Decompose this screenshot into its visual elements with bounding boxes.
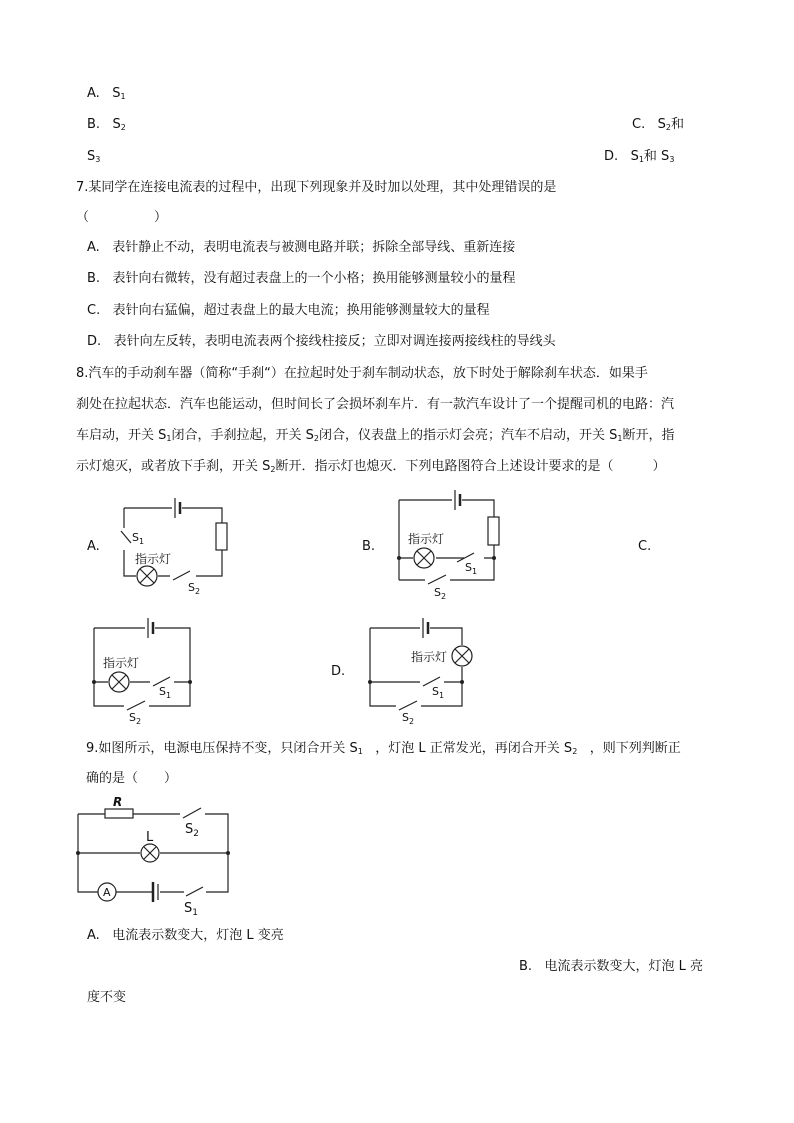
option-text: 表针向右猛偏，超过表盘上的最大电流；换用能够测量较大的量程 — [112, 303, 490, 318]
q7-stem: 7.某同学在连接电流表的过程中，出现下列现象并及时加以处理，其中处理错误的是 — [76, 180, 557, 195]
q8-option-c-label: C. — [638, 539, 652, 554]
stem-text: 闭合，手刹拉起，开关 S — [171, 428, 314, 443]
subscript: 1 — [638, 155, 644, 164]
stem-text: ，则下列判断正 — [589, 741, 681, 756]
switch-s1-label: $S_1$ — [159, 685, 172, 700]
q7-answer-paren: （ ） — [76, 210, 168, 225]
q9-option-a — [87, 929, 284, 942]
subscript: 2 — [572, 747, 578, 756]
option-label: C. — [632, 117, 646, 132]
option-text: 电流表示数变大，灯泡 L 亮 — [544, 959, 703, 974]
lamp-label: 指示灯 — [135, 552, 172, 566]
resistor-label: R — [113, 795, 123, 809]
option-text: 和 — [670, 117, 684, 132]
option-text: 和 S — [643, 149, 670, 164]
subscript: 1 — [120, 92, 126, 101]
option-text: 电流表示数变大，灯泡 L 变亮 — [112, 928, 284, 943]
option-label: B. — [87, 271, 101, 286]
q9-option-b — [519, 960, 703, 973]
switch-s1-label: $S_1$ — [432, 685, 445, 700]
option-label: D. — [604, 149, 619, 164]
q9-stem-line2: 确的是（ ） — [86, 771, 178, 786]
option-label: A. — [87, 86, 100, 101]
option-label: B. — [87, 117, 101, 132]
option-label: A. — [87, 928, 100, 943]
option-text: S — [657, 117, 666, 132]
switch-s2-label: $S_2$ — [185, 822, 199, 839]
lamp-label: 指示灯 — [103, 656, 140, 670]
stem-text: 断开．指示灯也熄灭．下列电路图符合上述设计要求的是（ ） — [275, 459, 666, 474]
lamp-label: 指示灯 — [411, 650, 448, 664]
q8-stem-line1: 8.汽车的手动刹车器（简称“手刹“）在拉起时处于刹车制动状态，放下时处于解除刹车状态．如果手 — [76, 366, 648, 381]
subscript: 1 — [166, 434, 172, 443]
switch-s1-label: $S_1$ — [184, 901, 198, 918]
q8-option-b-label: B. — [362, 539, 376, 554]
switch-s2-label: $S_2$ — [434, 586, 447, 601]
subscript: 2 — [665, 123, 671, 132]
option-text: S — [630, 149, 639, 164]
option-text: S — [112, 117, 121, 132]
lamp-icon — [141, 844, 159, 862]
junction-dot — [226, 851, 230, 855]
option-text: S — [87, 149, 96, 164]
junction-dot — [76, 851, 80, 855]
resistor — [105, 809, 133, 818]
stem-text: 9.如图所示，电源电压保持不变，只闭合开关 S — [86, 741, 358, 756]
svg-text:A: A — [103, 886, 111, 899]
option-text: 表针静止不动，表明电流表与被测电路并联；拆除全部导线、重新连接 — [112, 240, 516, 255]
subscript: 2 — [313, 434, 319, 443]
switch-s2-label: $S_2$ — [188, 581, 201, 596]
subscript: 3 — [669, 155, 675, 164]
stem-text: 断开，指 — [622, 428, 675, 443]
stem-text: 闭合，仪表盘上的指示灯会亮；汽车不启动，开关 S — [318, 428, 618, 443]
switch-s1-label: $S_1$ — [132, 531, 145, 546]
option-label: B. — [519, 959, 533, 974]
subscript: 2 — [120, 123, 126, 132]
ammeter-icon — [98, 883, 116, 901]
subscript: 1 — [617, 434, 623, 443]
switch-s2-label: $S_2$ — [129, 711, 142, 726]
q9-option-b-wrap: 度不变 — [87, 990, 127, 1005]
switch-s1-label: $S_1$ — [465, 561, 478, 576]
stem-text: 示灯熄灭，或者放下手刹，开关 S — [76, 459, 271, 474]
stem-text: 车启动，开关 S — [76, 428, 167, 443]
option-label: C. — [87, 303, 101, 318]
option-text: 表针向右微转，没有超过表盘上的一个小格；换用能够测量较小的量程 — [112, 271, 516, 286]
stem-text: ，灯泡 L 正常发光，再闭合开关 S — [375, 741, 573, 756]
subscript: 3 — [95, 155, 101, 164]
lamp-label: 指示灯 — [408, 532, 445, 546]
subscript: 2 — [270, 465, 276, 474]
switch-s2-label: $S_2$ — [402, 711, 415, 726]
option-text: 表针向左反转，表明电流表两个接线柱接反；立即对调连接两接线柱的导线头 — [113, 334, 556, 349]
subscript: 1 — [357, 747, 363, 756]
q8-stem-line2: 刹处在拉起状态．汽车也能运动，但时间长了会损坏刹车片．有一款汽车设计了一个提醒司机的电路：汽 — [76, 397, 675, 412]
q8-option-d-label: D. — [331, 664, 346, 679]
q8-option-a-label: A. — [87, 539, 100, 554]
lamp-label: L — [146, 830, 154, 845]
option-label: D. — [87, 334, 102, 349]
option-text: S — [112, 86, 121, 101]
option-label: A. — [87, 240, 100, 255]
